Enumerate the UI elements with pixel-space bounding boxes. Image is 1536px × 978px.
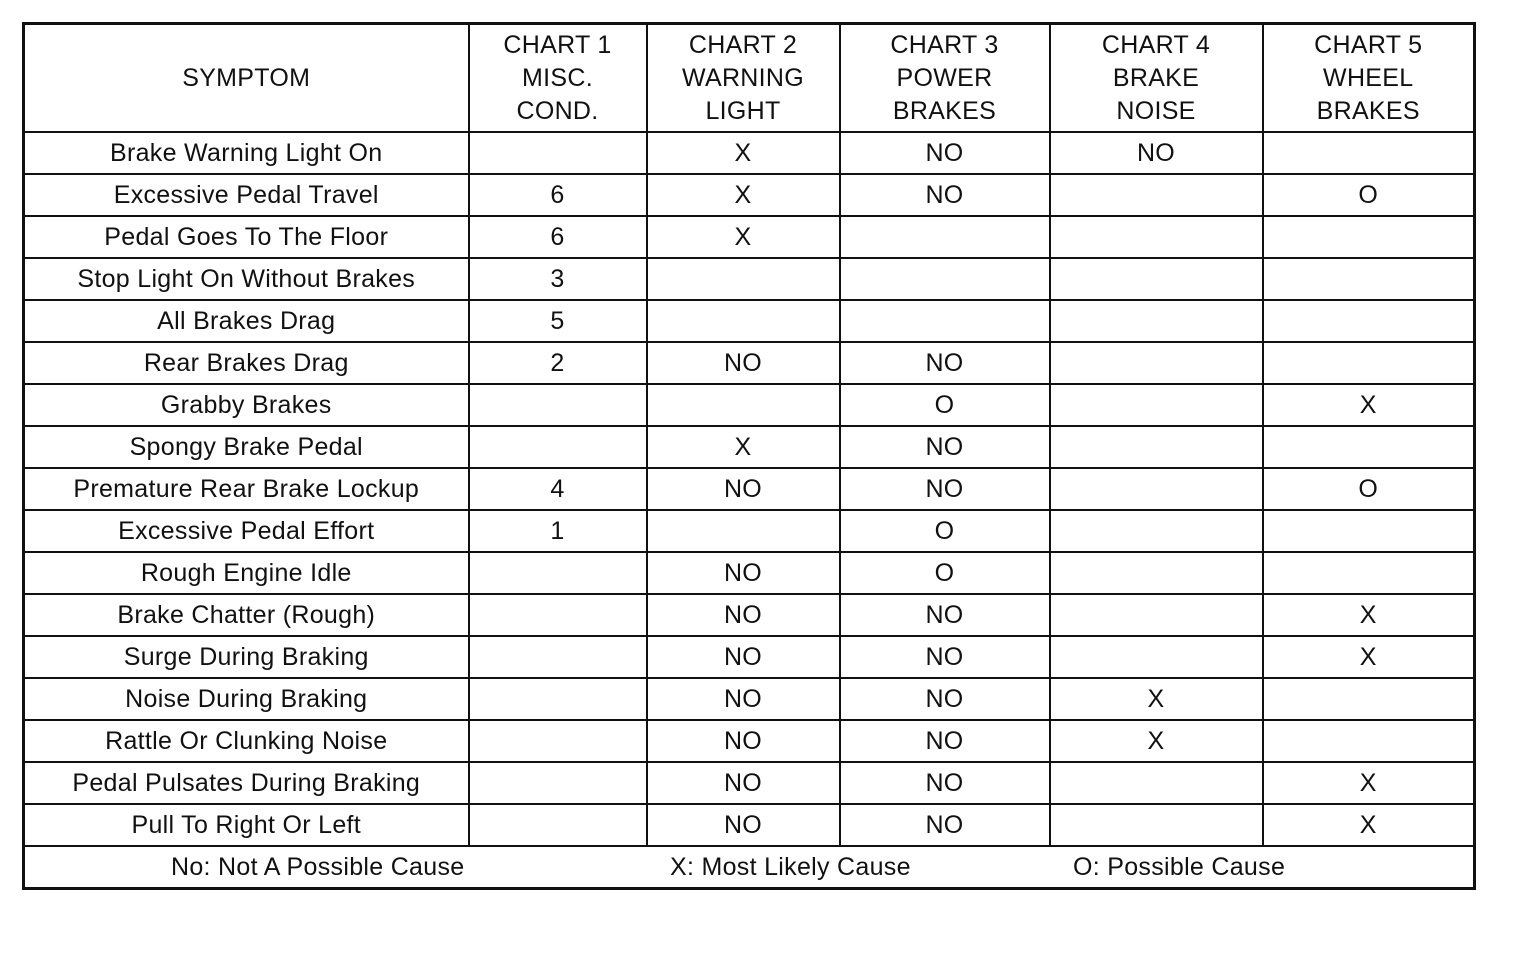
table-row — [24, 384, 1475, 426]
header-chart-4-line-2: BRAKE — [1112, 63, 1200, 92]
cell-chart-1 — [469, 678, 647, 720]
header-chart-1-line-1: CHART 1 — [503, 30, 612, 59]
cell-symptom: Grabby Brakes — [24, 384, 469, 426]
table-row — [24, 804, 1475, 846]
cell-chart-1 — [469, 720, 647, 762]
cell-chart-4: X — [1050, 678, 1263, 720]
cell-chart-3: NO — [840, 636, 1050, 678]
cell-chart-5: O — [1263, 174, 1475, 216]
cell-chart-1 — [469, 762, 647, 804]
table-row — [24, 594, 1475, 636]
cell-chart-4 — [1050, 216, 1263, 258]
legend-cell — [24, 846, 1475, 889]
header-chart-4 — [1050, 24, 1263, 133]
header-chart-1 — [469, 24, 647, 133]
cell-chart-1: 6 — [469, 216, 647, 258]
cell-chart-2: NO — [647, 678, 840, 720]
cell-chart-1 — [469, 636, 647, 678]
cell-chart-4 — [1050, 468, 1263, 510]
cell-chart-2: NO — [647, 636, 840, 678]
cell-chart-1 — [469, 594, 647, 636]
header-row — [24, 24, 1475, 133]
table-row — [24, 720, 1475, 762]
cell-chart-2 — [647, 300, 840, 342]
cell-chart-3: O — [840, 552, 1050, 594]
cell-chart-5: X — [1263, 762, 1475, 804]
header-chart-1-line-3: COND. — [516, 96, 599, 125]
cell-chart-3: O — [840, 510, 1050, 552]
cell-chart-5: O — [1263, 468, 1475, 510]
cell-chart-4 — [1050, 552, 1263, 594]
cell-symptom: Excessive Pedal Effort — [24, 510, 469, 552]
cell-chart-3: NO — [840, 174, 1050, 216]
cell-chart-5: X — [1263, 384, 1475, 426]
table-row — [24, 762, 1475, 804]
table-row — [24, 636, 1475, 678]
table-row — [24, 468, 1475, 510]
table-body — [24, 132, 1475, 846]
header-chart-4-line-3: NOISE — [1116, 96, 1196, 125]
cell-chart-3: NO — [840, 804, 1050, 846]
brake-diagnosis-table — [22, 22, 1476, 890]
cell-chart-4 — [1050, 384, 1263, 426]
cell-symptom: Brake Warning Light On — [24, 132, 469, 174]
cell-chart-5 — [1263, 678, 1475, 720]
table-row — [24, 216, 1475, 258]
legend — [25, 847, 1473, 887]
cell-chart-5 — [1263, 510, 1475, 552]
cell-chart-3: O — [840, 384, 1050, 426]
cell-chart-1: 3 — [469, 258, 647, 300]
cell-chart-4 — [1050, 594, 1263, 636]
cell-chart-3 — [840, 216, 1050, 258]
cell-chart-1: 4 — [469, 468, 647, 510]
cell-symptom: Rear Brakes Drag — [24, 342, 469, 384]
table-row — [24, 132, 1475, 174]
cell-chart-2: NO — [647, 552, 840, 594]
cell-chart-4 — [1050, 300, 1263, 342]
cell-chart-2: NO — [647, 762, 840, 804]
cell-symptom: Pull To Right Or Left — [24, 804, 469, 846]
cell-chart-5: X — [1263, 804, 1475, 846]
cell-chart-5 — [1263, 216, 1475, 258]
cell-chart-2 — [647, 258, 840, 300]
header-chart-5-line-3: BRAKES — [1316, 96, 1420, 125]
table-row — [24, 258, 1475, 300]
table-row — [24, 300, 1475, 342]
table-row — [24, 678, 1475, 720]
header-symptom-line: SYMPTOM — [182, 63, 311, 92]
header-chart-3-line-2: POWER — [896, 63, 993, 92]
cell-chart-1: 2 — [469, 342, 647, 384]
cell-chart-2: X — [647, 174, 840, 216]
cell-chart-3: NO — [840, 468, 1050, 510]
cell-chart-5 — [1263, 258, 1475, 300]
header-chart-5-line-1: CHART 5 — [1314, 30, 1423, 59]
cell-chart-3: NO — [840, 720, 1050, 762]
cell-chart-2: NO — [647, 468, 840, 510]
cell-chart-1: 6 — [469, 174, 647, 216]
cell-chart-3: NO — [840, 594, 1050, 636]
cell-chart-3: NO — [840, 762, 1050, 804]
cell-chart-4 — [1050, 258, 1263, 300]
cell-chart-2: NO — [647, 720, 840, 762]
cell-symptom: Rough Engine Idle — [24, 552, 469, 594]
cell-symptom: Stop Light On Without Brakes — [24, 258, 469, 300]
cell-chart-2: NO — [647, 342, 840, 384]
cell-chart-2: X — [647, 216, 840, 258]
header-chart-2-line-3: LIGHT — [705, 96, 781, 125]
cell-chart-4 — [1050, 342, 1263, 384]
cell-symptom: Excessive Pedal Travel — [24, 174, 469, 216]
table-row — [24, 552, 1475, 594]
cell-symptom: Pedal Goes To The Floor — [24, 216, 469, 258]
cell-chart-4 — [1050, 804, 1263, 846]
cell-chart-4 — [1050, 174, 1263, 216]
table-row — [24, 510, 1475, 552]
cell-chart-4: NO — [1050, 132, 1263, 174]
header-symptom — [24, 24, 469, 133]
legend-possible: O: Possible Cause — [1073, 853, 1286, 881]
cell-chart-2: NO — [647, 804, 840, 846]
cell-chart-2 — [647, 384, 840, 426]
cell-chart-2: X — [647, 426, 840, 468]
legend-not-possible: No: Not A Possible Cause — [171, 853, 465, 881]
cell-chart-5: X — [1263, 636, 1475, 678]
cell-symptom: Premature Rear Brake Lockup — [24, 468, 469, 510]
header-chart-3-line-1: CHART 3 — [890, 30, 999, 59]
cell-chart-5 — [1263, 132, 1475, 174]
cell-symptom: Brake Chatter (Rough) — [24, 594, 469, 636]
table-row — [24, 174, 1475, 216]
cell-symptom: Pedal Pulsates During Braking — [24, 762, 469, 804]
cell-chart-2 — [647, 510, 840, 552]
table-row — [24, 426, 1475, 468]
cell-chart-4 — [1050, 636, 1263, 678]
cell-chart-1 — [469, 804, 647, 846]
cell-chart-5 — [1263, 300, 1475, 342]
header-chart-5-line-2: WHEEL — [1323, 63, 1414, 92]
cell-chart-3: NO — [840, 342, 1050, 384]
cell-chart-2: NO — [647, 594, 840, 636]
header-chart-2 — [647, 24, 840, 133]
cell-chart-1 — [469, 132, 647, 174]
cell-chart-5 — [1263, 720, 1475, 762]
header-chart-2-line-2: WARNING — [682, 63, 804, 92]
header-chart-1-line-2: MISC. — [522, 63, 593, 92]
cell-chart-1 — [469, 552, 647, 594]
cell-chart-5 — [1263, 426, 1475, 468]
cell-symptom: Surge During Braking — [24, 636, 469, 678]
cell-chart-2: X — [647, 132, 840, 174]
cell-chart-1 — [469, 426, 647, 468]
header-chart-3 — [840, 24, 1050, 133]
cell-chart-1: 1 — [469, 510, 647, 552]
cell-symptom: Noise During Braking — [24, 678, 469, 720]
legend-most-likely: X: Most Likely Cause — [670, 853, 911, 881]
header-chart-5 — [1263, 24, 1475, 133]
cell-chart-4 — [1050, 510, 1263, 552]
cell-chart-4 — [1050, 762, 1263, 804]
legend-row — [24, 846, 1475, 889]
cell-chart-3 — [840, 300, 1050, 342]
header-chart-3-line-3: BRAKES — [892, 96, 997, 125]
cell-symptom: Rattle Or Clunking Noise — [24, 720, 469, 762]
cell-chart-5: X — [1263, 594, 1475, 636]
cell-chart-1: 5 — [469, 300, 647, 342]
cell-symptom: All Brakes Drag — [24, 300, 469, 342]
table-row — [24, 342, 1475, 384]
cell-chart-4 — [1050, 426, 1263, 468]
cell-chart-3: NO — [840, 132, 1050, 174]
cell-chart-1 — [469, 384, 647, 426]
header-chart-4-line-1: CHART 4 — [1101, 30, 1211, 59]
cell-symptom: Spongy Brake Pedal — [24, 426, 469, 468]
cell-chart-5 — [1263, 552, 1475, 594]
cell-chart-3: NO — [840, 426, 1050, 468]
cell-chart-4: X — [1050, 720, 1263, 762]
header-chart-2-line-1: CHART 2 — [688, 30, 798, 59]
cell-chart-3: NO — [840, 678, 1050, 720]
cell-chart-5 — [1263, 342, 1475, 384]
cell-chart-3 — [840, 258, 1050, 300]
